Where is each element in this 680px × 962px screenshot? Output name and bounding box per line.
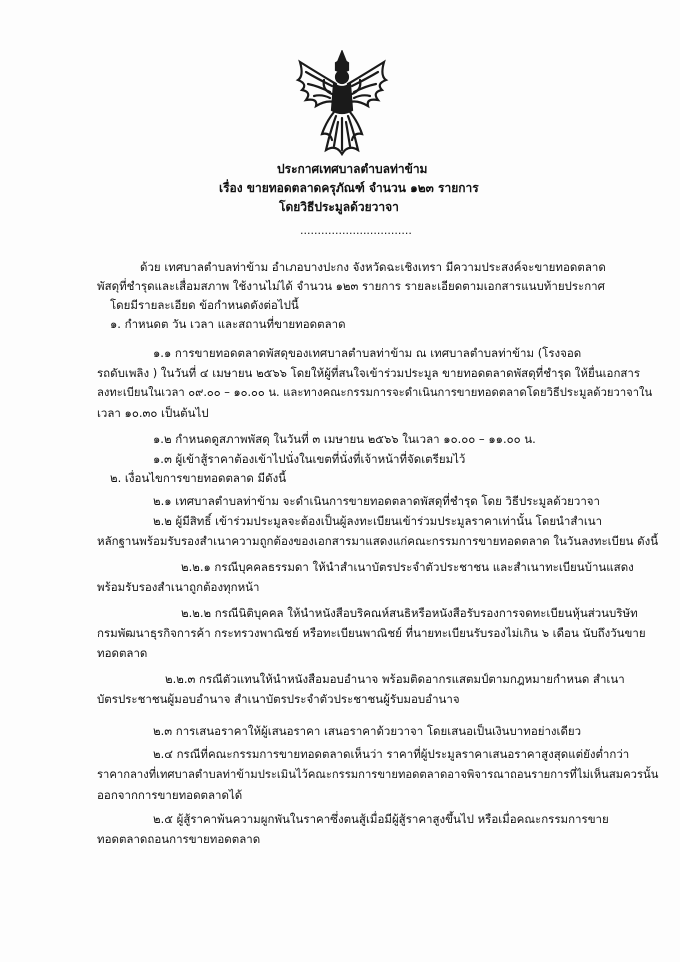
item-1-1: ๑.๑ การขายทอดตลาดพัสดุของเทศบาลตำบลท่าข้าม ณ เทศบาลตำบลท่าข้าม (โรงจอด bbox=[153, 346, 582, 360]
item-2-4-cont-1: ราคากลางที่เทศบาลตำบลท่าข้ามประเมินไว้คณะกรรมการขายทอดตลาดอาจพิจารณาถอนรายการที่ไม่เห็นสมควรนั้น bbox=[97, 768, 659, 781]
body-line-1: ด้วย เทศบาลตำบลท่าข้าม อำเภอบางปะกง จังหวัดฉะเชิงเทรา มีความประสงค์จะขายทอดตลาด bbox=[140, 260, 606, 274]
item-1-2: ๑.๒ กำหนดดูสภาพพัสดุ ในวันที่ ๓ เมษายน ๒๕๖๖ ในเวลา ๑๐.๐๐ – ๑๑.๐๐ น. bbox=[153, 432, 536, 446]
item-2-5: ๒.๕ ผู้สู้ราคาพ้นความผูกพันในราคาซึ่งตนสู้เมื่อมีผู้สู้ราคาสูงขึ้นไป หรือเมื่อคณะกรรมการขาย bbox=[153, 812, 609, 826]
section-2-heading: ๒. เงื่อนไขการขายทอดตลาด มีดังนี้ bbox=[110, 471, 287, 485]
item-2-2-cont: หลักฐานพร้อมรับรองสำเนาความถูกต้องของเอกสารมาแสดงแก่คณะกรรมการขายทอดตลาด ในวันลงทะเบียน ดังนี้ bbox=[97, 534, 659, 548]
document-subject: เรื่อง ขายทอดตลาดครุภัณฑ์ จำนวน ๑๒๓ รายการ bbox=[219, 181, 479, 195]
item-1-1-cont-2: ลงทะเบียนในเวลา ๐๙.๐๐ – ๑๐.๐๐ น. และทางคณะกรรมการจะดำเนินการขายทอดตลาดโดยวิธีประมูลด้วยวาจาใน bbox=[97, 386, 653, 399]
item-2-5-cont: ทอดตลาดถอนการขายทอดตลาด bbox=[97, 832, 261, 846]
item-2-4: ๒.๔ กรณีที่คณะกรรมการขายทอดตลาดเห็นว่า ราคาที่ผู้ประมูลราคาเสนอราคาสูงสุดแต่ยังต่ำกว่า bbox=[153, 747, 630, 761]
item-2-1: ๒.๑ เทศบาลตำบลท่าข้าม จะดำเนินการขายทอดตลาดพัสดุที่ชำรุด โดย วิธีประมูลด้วยวาจา bbox=[153, 494, 601, 508]
item-1-1-cont-3: เวลา ๑๐.๓๐ เป็นต้นไป bbox=[97, 406, 209, 420]
item-2-2-1: ๒.๒.๑ กรณีบุคคลธรรมดา ให้นำสำเนาบัตรประจำตัวประชาชน และสำเนาทะเบียนบ้านแสดง bbox=[181, 560, 634, 574]
item-1-3: ๑.๓ ผู้เข้าสู้ราคาต้องเข้าไปนั่งในเขตที่นั่งที่เจ้าหน้าที่จัดเตรียมไว้ bbox=[153, 452, 466, 466]
title-separator: ................................ bbox=[300, 224, 412, 237]
item-2-2-3: ๒.๒.๓ กรณีตัวแทนให้นำหนังสือมอบอำนาจ พร้อมติดอากรแสตมป์ตามกฎหมายกำหนด สำเนา bbox=[165, 672, 625, 686]
body-line-3: โดยมีรายละเอียด ข้อกำหนดดังต่อไปนี้ bbox=[110, 298, 299, 312]
item-2-2: ๒.๒ ผู้มีสิทธิ์ เข้าร่วมประมูลจะต้องเป็นผู้ลงทะเบียนเข้าร่วมประมูลราคาเท่านั้น โดยนำสำเนา bbox=[153, 514, 603, 528]
item-2-4-cont-2: ออกจากการขายทอดตลาดได้ bbox=[97, 788, 243, 802]
item-2-2-3-cont: บัตรประชาชนผู้มอบอำนาจ สำเนาบัตรประจำตัวประชาชนผู้รับมอบอำนาจ bbox=[97, 692, 460, 706]
item-2-2-1-cont: พร้อมรับรองสำเนาถูกต้องทุกหน้า bbox=[97, 580, 260, 594]
item-2-2-2-cont-2: ทอดตลาด bbox=[97, 646, 148, 660]
item-2-2-2: ๒.๒.๒ กรณีนิติบุคคล ให้นำหนังสือบริคณห์สนธิหรือหนังสือรับรองการจดทะเบียนหุ้นส่วนบริษัท bbox=[181, 606, 638, 620]
garuda-emblem-icon bbox=[292, 50, 392, 156]
item-2-3: ๒.๓ การเสนอราคาให้ผู้เสนอราคา เสนอราคาด้วยวาจา โดยเสนอเป็นเงินบาทอย่างเดียว bbox=[153, 724, 582, 738]
document-title: ประกาศเทศบาลตำบลท่าข้าม bbox=[277, 162, 428, 176]
section-1-heading: ๑. กำหนดต วัน เวลา และสถานที่ขายทอดตลาด bbox=[110, 317, 346, 331]
item-1-1-cont-1: รถดับเพลิง ) ในวันที่ ๔ เมษายน ๒๕๖๖ โดยให้ผู้ที่สนใจเข้าร่วมประมูล ขายทอดตลาดพัสดุที่ชำรุด ให้ยื่นเอกสาร bbox=[97, 366, 641, 380]
document-method: โดยวิธีประมูลด้วยวาจา bbox=[279, 200, 399, 214]
body-line-2: พัสดุที่ชำรุดและเสื่อมสภาพ ใช้งานไม่ได้ จำนวน ๑๒๓ รายการ รายละเอียดตามเอกสารแนบท้ายประกาศ bbox=[97, 279, 605, 293]
item-2-2-2-cont-1: กรมพัฒนาธุรกิจการค้า กระทรวงพาณิชย์ หรือทะเบียนพาณิชย์ ที่นายทะเบียนรับรองไม่เกิน ๖ เดือน นับถึงวันขาย bbox=[97, 626, 646, 640]
